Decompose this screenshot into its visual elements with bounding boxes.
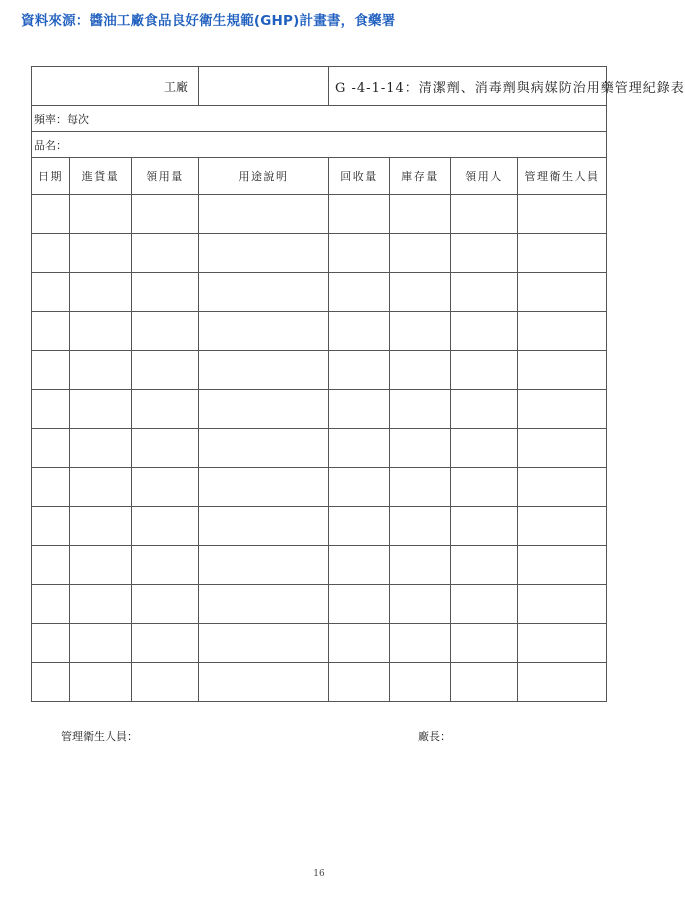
table-row: [32, 195, 607, 234]
table-cell[interactable]: [518, 624, 607, 663]
table-cell[interactable]: [451, 663, 518, 702]
table-cell[interactable]: [32, 507, 70, 546]
table-cell[interactable]: [329, 624, 390, 663]
table-cell[interactable]: [199, 390, 329, 429]
column-header-returned: 回收量: [329, 158, 390, 195]
table-cell[interactable]: [451, 507, 518, 546]
table-cell[interactable]: [32, 585, 70, 624]
table-cell[interactable]: [32, 546, 70, 585]
table-cell[interactable]: [132, 546, 199, 585]
table-cell[interactable]: [199, 195, 329, 234]
table-row: [32, 351, 607, 390]
table-cell[interactable]: [390, 390, 451, 429]
table-cell[interactable]: [70, 468, 132, 507]
table-row: [32, 390, 607, 429]
table-cell[interactable]: [132, 273, 199, 312]
factory-value[interactable]: [199, 67, 329, 106]
column-header-stock: 庫存量: [390, 158, 451, 195]
table-cell[interactable]: [451, 390, 518, 429]
table-cell[interactable]: [70, 429, 132, 468]
table-cell[interactable]: [390, 546, 451, 585]
table-cell[interactable]: [132, 663, 199, 702]
table-cell[interactable]: [390, 195, 451, 234]
column-header-purpose: 用途說明: [199, 158, 329, 195]
table-cell[interactable]: [199, 507, 329, 546]
table-cell[interactable]: [329, 390, 390, 429]
table-cell[interactable]: [199, 234, 329, 273]
table-cell[interactable]: [32, 351, 70, 390]
table-cell[interactable]: [451, 273, 518, 312]
table-cell[interactable]: [518, 546, 607, 585]
table-cell[interactable]: [70, 351, 132, 390]
table-cell[interactable]: [451, 351, 518, 390]
table-cell[interactable]: [451, 195, 518, 234]
table-row: [32, 663, 607, 702]
frequency-row: [32, 106, 607, 132]
table-cell[interactable]: [451, 429, 518, 468]
table-cell[interactable]: [70, 624, 132, 663]
table-cell[interactable]: [199, 468, 329, 507]
table-cell[interactable]: [390, 624, 451, 663]
table-cell[interactable]: [451, 468, 518, 507]
table-cell[interactable]: [199, 585, 329, 624]
record-form-table: [31, 66, 685, 702]
table-cell[interactable]: [329, 429, 390, 468]
table-cell[interactable]: [518, 585, 607, 624]
table-cell[interactable]: [70, 546, 132, 585]
table-row: [32, 507, 607, 546]
table-cell[interactable]: [70, 390, 132, 429]
table-cell[interactable]: [329, 663, 390, 702]
table-cell[interactable]: [518, 195, 607, 234]
title-row: [32, 67, 607, 106]
table-cell[interactable]: [451, 624, 518, 663]
product-name-row: [32, 132, 607, 158]
table-cell[interactable]: [32, 624, 70, 663]
table-cell[interactable]: [518, 273, 607, 312]
table-cell[interactable]: [70, 585, 132, 624]
table-cell[interactable]: [329, 312, 390, 351]
source-citation: 資料來源：醬油工廠食品良好衛生規範(GHP)計畫書，食藥署: [21, 13, 396, 29]
table-cell[interactable]: [132, 624, 199, 663]
table-row: [32, 468, 607, 507]
table-cell[interactable]: [518, 390, 607, 429]
table-cell[interactable]: [132, 429, 199, 468]
table-cell[interactable]: [70, 234, 132, 273]
table-cell[interactable]: [518, 234, 607, 273]
table-cell[interactable]: [329, 351, 390, 390]
table-row: [32, 546, 607, 585]
table-row: [32, 624, 607, 663]
table-cell[interactable]: [390, 312, 451, 351]
table-cell[interactable]: [451, 585, 518, 624]
table-cell[interactable]: [518, 429, 607, 468]
table-cell[interactable]: [32, 312, 70, 351]
table-row: [32, 429, 607, 468]
table-cell[interactable]: [132, 312, 199, 351]
table-cell[interactable]: [390, 507, 451, 546]
table-cell[interactable]: [329, 585, 390, 624]
table-cell[interactable]: [70, 195, 132, 234]
form-title: G -4-1-14：清潔劑、消毒劑與病媒防治用藥管理紀錄表: [329, 67, 607, 106]
column-header-row: [32, 158, 607, 195]
column-header-hygiene-staff: 管理衛生人員: [518, 158, 607, 195]
hygiene-staff-signature: 管理衛生人員：: [61, 730, 138, 743]
table-row: [32, 585, 607, 624]
table-cell[interactable]: [199, 429, 329, 468]
table-cell[interactable]: [390, 234, 451, 273]
table-row: [32, 273, 607, 312]
table-cell[interactable]: [329, 507, 390, 546]
table-cell[interactable]: [390, 429, 451, 468]
table-cell[interactable]: [70, 507, 132, 546]
table-cell[interactable]: [329, 234, 390, 273]
table-cell[interactable]: [32, 663, 70, 702]
column-header-date: 日期: [32, 158, 70, 195]
table-cell[interactable]: [32, 468, 70, 507]
table-cell[interactable]: [199, 663, 329, 702]
table-cell[interactable]: [329, 273, 390, 312]
factory-label: 工廠: [32, 67, 199, 106]
table-cell[interactable]: [390, 468, 451, 507]
product-name-field[interactable]: 品名：: [32, 132, 607, 158]
table-cell[interactable]: [199, 624, 329, 663]
table-cell[interactable]: [132, 468, 199, 507]
table-cell[interactable]: [132, 507, 199, 546]
column-header-used: 領用量: [132, 158, 199, 195]
table-cell[interactable]: [32, 234, 70, 273]
column-header-incoming: 進貨量: [70, 158, 132, 195]
table-cell[interactable]: [70, 663, 132, 702]
table-cell[interactable]: [199, 312, 329, 351]
table-cell[interactable]: [32, 390, 70, 429]
table-cell[interactable]: [199, 546, 329, 585]
table-cell[interactable]: [132, 234, 199, 273]
table-cell[interactable]: [132, 390, 199, 429]
table-row: [32, 234, 607, 273]
table-cell[interactable]: [132, 195, 199, 234]
table-cell[interactable]: [451, 546, 518, 585]
table-cell[interactable]: [132, 351, 199, 390]
table-cell[interactable]: [32, 195, 70, 234]
table-cell[interactable]: [390, 663, 451, 702]
table-cell[interactable]: [132, 585, 199, 624]
table-cell[interactable]: [518, 468, 607, 507]
table-cell[interactable]: [32, 429, 70, 468]
table-cell[interactable]: [518, 351, 607, 390]
table-cell[interactable]: [390, 273, 451, 312]
table-cell[interactable]: [329, 546, 390, 585]
table-cell[interactable]: [518, 312, 607, 351]
table-cell[interactable]: [518, 507, 607, 546]
table-cell[interactable]: [199, 351, 329, 390]
record-rows: [32, 195, 607, 702]
frequency-label: 頻率：每次: [32, 106, 607, 132]
column-header-recipient: 領用人: [451, 158, 518, 195]
factory-manager-signature: 廠長：: [418, 730, 451, 743]
table-row: [32, 312, 607, 351]
table-cell[interactable]: [70, 312, 132, 351]
table-cell[interactable]: [451, 234, 518, 273]
table-cell[interactable]: [32, 273, 70, 312]
table-cell[interactable]: [329, 468, 390, 507]
table-cell[interactable]: [70, 273, 132, 312]
table-cell[interactable]: [390, 585, 451, 624]
table-cell[interactable]: [451, 312, 518, 351]
table-cell[interactable]: [199, 273, 329, 312]
page-number: 16: [313, 869, 325, 879]
table-cell[interactable]: [329, 195, 390, 234]
table-cell[interactable]: [518, 663, 607, 702]
table-cell[interactable]: [390, 351, 451, 390]
